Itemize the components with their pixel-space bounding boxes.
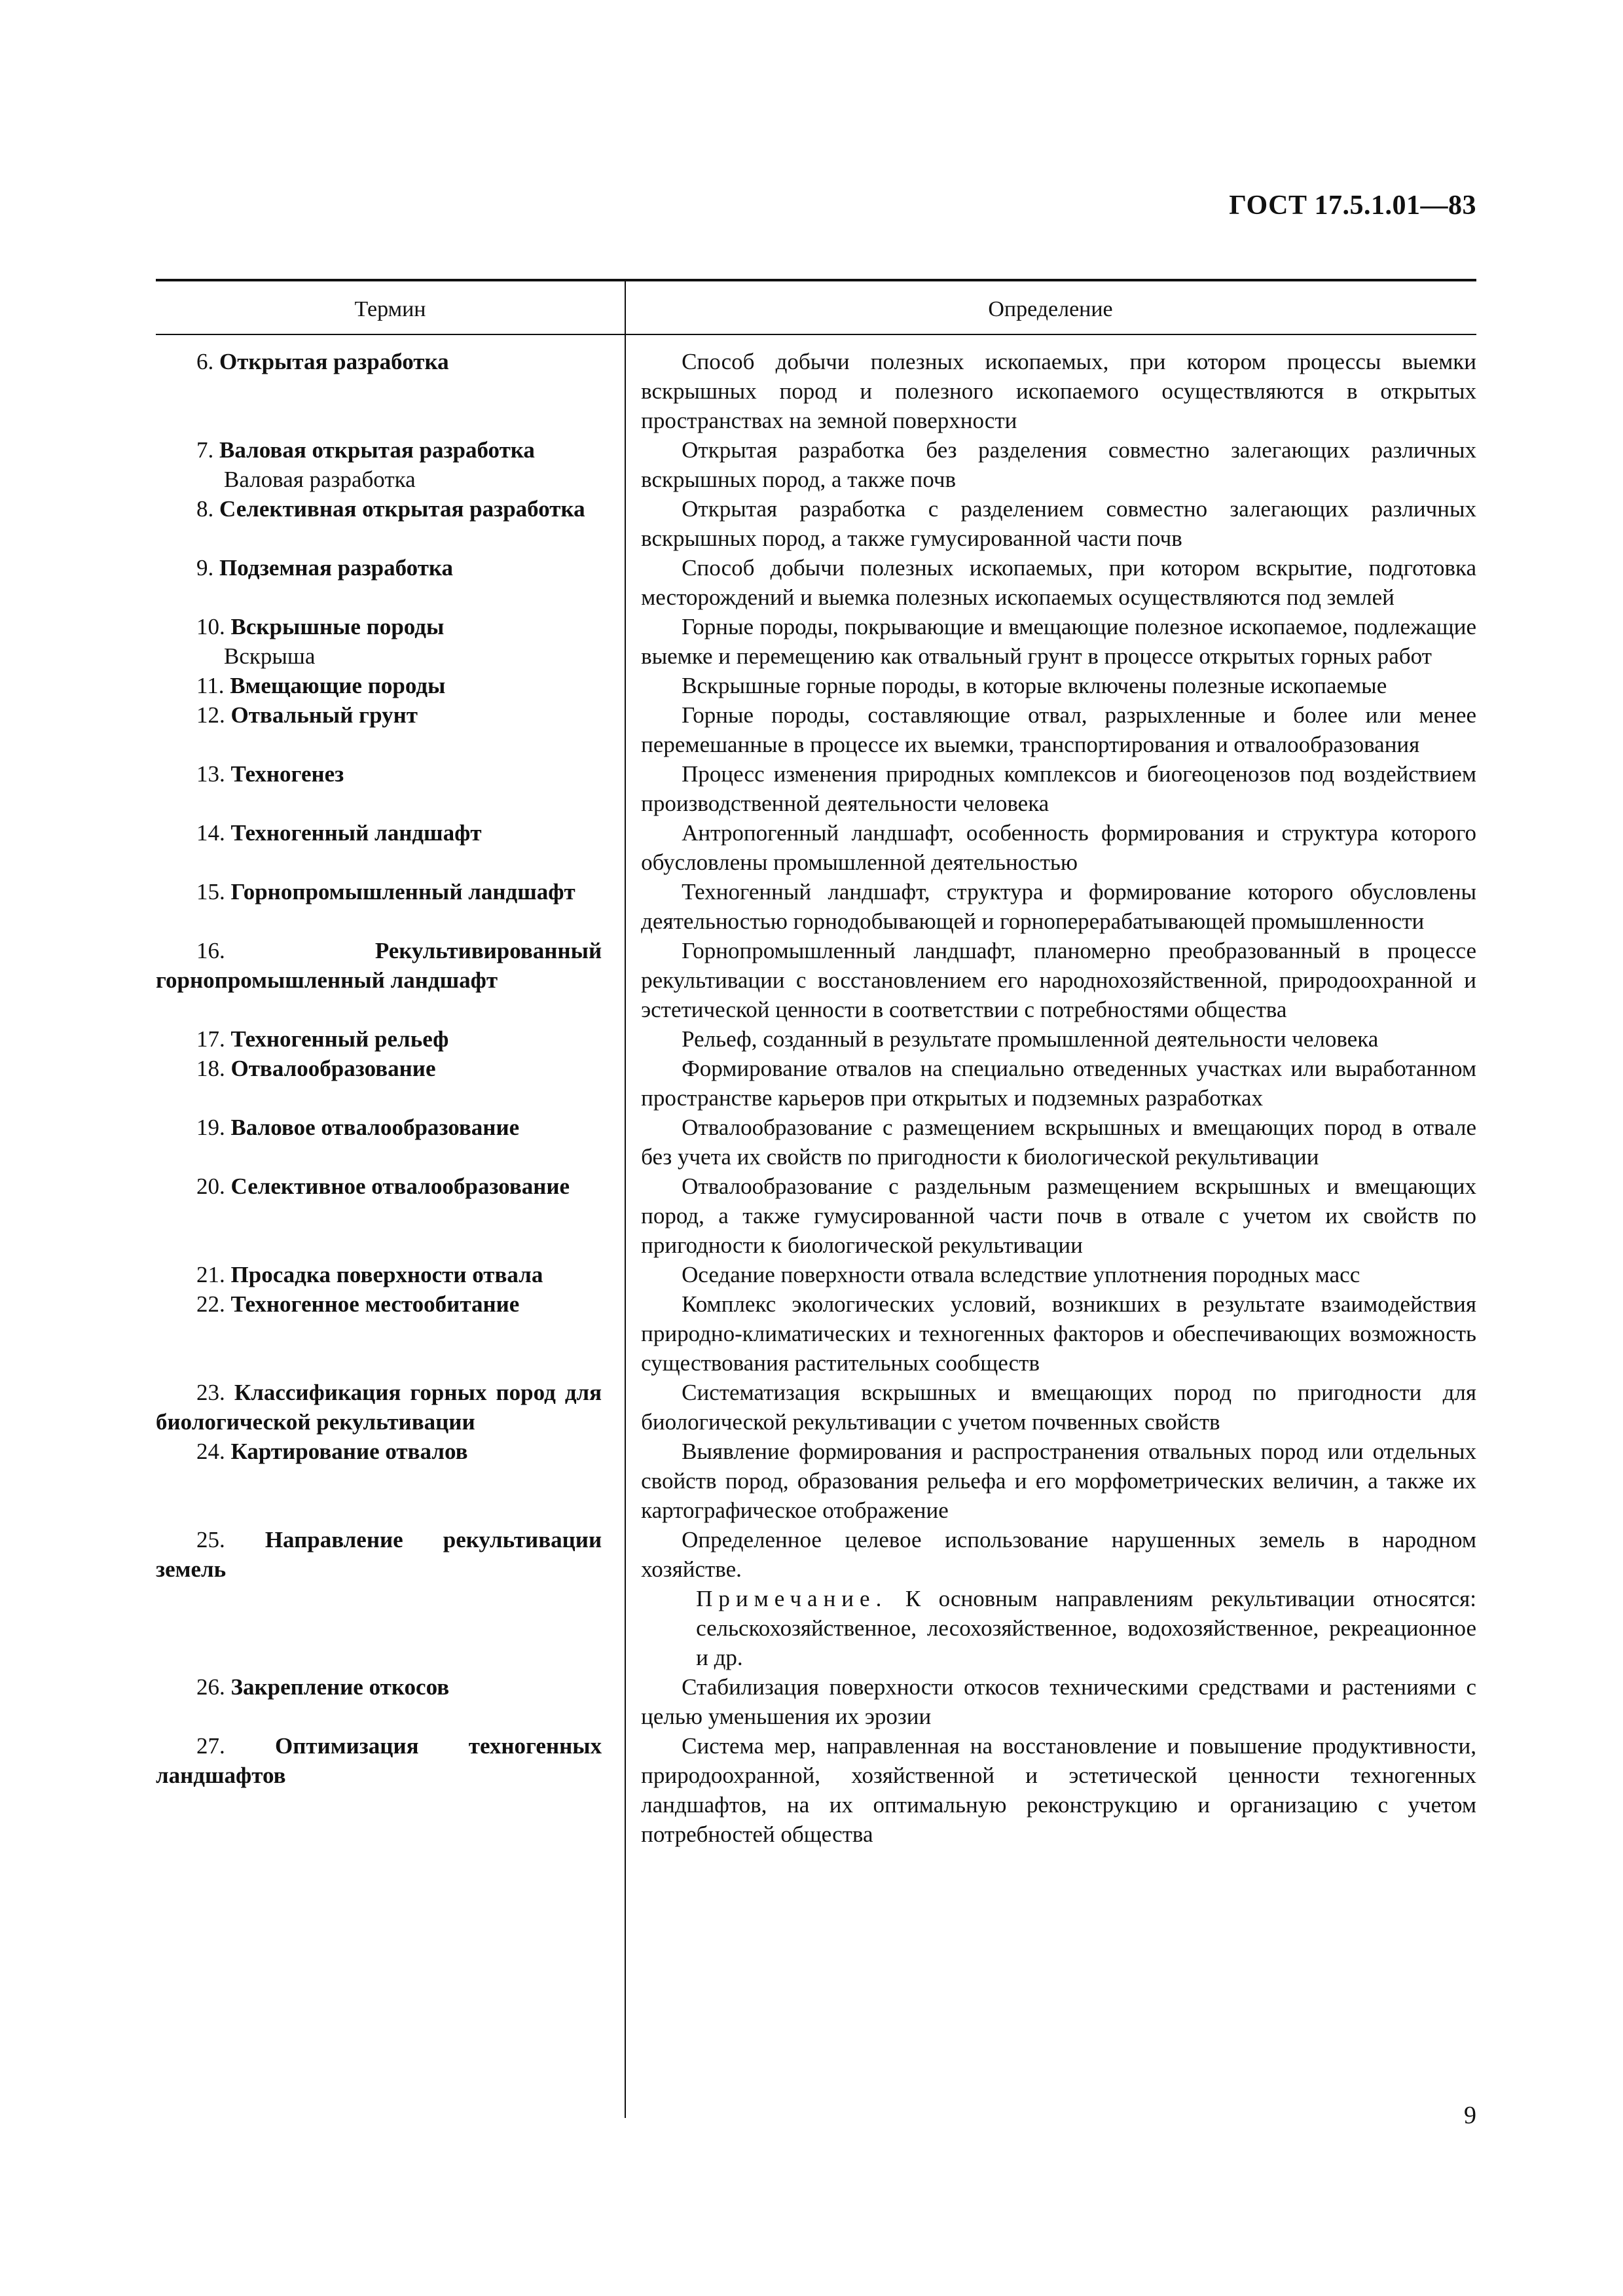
term-number: 18. bbox=[196, 1056, 225, 1081]
term-cell bbox=[156, 1672, 621, 1702]
table-row bbox=[156, 700, 1476, 759]
table-row bbox=[156, 671, 1476, 700]
term-number: 9. bbox=[196, 555, 214, 581]
term-cell bbox=[156, 759, 621, 789]
term-cell bbox=[156, 1260, 621, 1289]
table-row bbox=[156, 877, 1476, 936]
definition-text: Определенное целевое использование нарушенных земель в народном хозяйстве. bbox=[641, 1527, 1476, 1582]
table-row bbox=[156, 759, 1476, 818]
term-name: Валовое отвалообразование bbox=[230, 1115, 520, 1140]
term-number: 13. bbox=[196, 761, 225, 787]
page-number: 9 bbox=[1464, 2102, 1476, 2129]
term-name: Направление рекультивации земель bbox=[156, 1527, 602, 1582]
definition-cell: Открытая разработка без разделения совместно залегающих различных вскрышных пород, а также почв bbox=[641, 437, 1476, 492]
term-name: Открытая разработка bbox=[219, 349, 449, 374]
definition-cell: Систематизация вскрышных и вмещающих пород по пригодности для биологической рекультивации с учетом почвенных свойств bbox=[641, 1380, 1476, 1435]
table-row bbox=[156, 818, 1476, 877]
term-number: 22. bbox=[196, 1291, 225, 1317]
term-cell bbox=[156, 1437, 621, 1466]
term-cell bbox=[156, 553, 621, 583]
term-cell bbox=[156, 818, 621, 848]
definition-cell: Открытая разработка с разделением совместно залегающих различных вскрышных пород, а также гумусированной части почв bbox=[641, 496, 1476, 551]
term-cell bbox=[156, 671, 621, 700]
definition-cell: Комплекс экологических условий, возникших в результате взаимодействия природно-климатических и техногенных факторов и обеспечивающих возможность существования растительных сообществ bbox=[641, 1291, 1476, 1376]
term-cell bbox=[156, 1054, 621, 1083]
table-row bbox=[156, 612, 1476, 671]
term-name: Оптимизация техногенных ландшафтов bbox=[156, 1733, 602, 1788]
definition-cell: Отвалообразование с раздельным размещением вскрышных и вмещающих пород, а также гумусированной части почв в отвале с учетом их свойств по пригодности к биологической рекультивации bbox=[641, 1174, 1476, 1258]
table-row bbox=[156, 553, 1476, 612]
table-row bbox=[156, 347, 1476, 435]
definition-cell: Горные породы, составляющие отвал, разрыхленные и более или менее перемешанные в процессе их выемки, транспортирования и отвалообразования bbox=[641, 702, 1476, 757]
term-number: 17. bbox=[196, 1026, 225, 1052]
term-number: 8. bbox=[196, 496, 214, 522]
term-cell bbox=[156, 877, 621, 906]
definition-cell: Горнопромышленный ландшафт, планомерно преобразованный в процессе рекультивации с восстановлением его народнохозяйственной, природоохранной и эстетической ценности в соответствии с потребностями общества bbox=[641, 938, 1476, 1022]
term-name: Вскрышные породы bbox=[230, 614, 445, 639]
definition-cell: Оседание поверхности отвала вследствие уплотнения породных масс bbox=[682, 1262, 1360, 1287]
table-row bbox=[156, 1731, 1476, 1849]
table-row bbox=[156, 1172, 1476, 1260]
term-cell bbox=[156, 1378, 621, 1437]
term-name: Техногенное местообитание bbox=[230, 1291, 520, 1317]
table-header bbox=[156, 279, 1476, 335]
table-row bbox=[156, 1260, 1476, 1289]
note-label: Примечание. bbox=[696, 1586, 888, 1611]
term-number: 7. bbox=[196, 437, 214, 463]
term-number: 15. bbox=[196, 879, 225, 905]
term-synonym: Вскрыша bbox=[224, 643, 316, 669]
table-row bbox=[156, 1024, 1476, 1054]
term-number: 24. bbox=[196, 1439, 225, 1464]
column-header-term: Термин bbox=[354, 297, 426, 321]
term-name: Техногенный рельеф bbox=[230, 1026, 449, 1052]
definition-cell: Формирование отвалов на специально отведенных участках или выработанном пространстве карьеров при открытых и подземных разработках bbox=[641, 1056, 1476, 1111]
term-number: 6. bbox=[196, 349, 214, 374]
definition-cell: Антропогенный ландшафт, особенность формирования и структура которого обусловлены промышленной деятельностью bbox=[641, 820, 1476, 875]
definition-cell: Отвалообразование с размещением вскрышных и вмещающих пород в отвале без учета их свойств по пригодности к биологической рекультивации bbox=[641, 1115, 1476, 1170]
term-name: Классификация горных пород для биологической рекультивации bbox=[156, 1380, 602, 1435]
term-name: Техногенез bbox=[230, 761, 344, 787]
column-header-definition: Определение bbox=[988, 297, 1113, 321]
term-name: Картирование отвалов bbox=[230, 1439, 468, 1464]
term-number: 27. bbox=[196, 1733, 225, 1759]
term-name: Просадка поверхности отвала bbox=[230, 1262, 543, 1287]
term-cell bbox=[156, 1172, 621, 1201]
term-cell bbox=[156, 1113, 621, 1142]
term-number: 11. bbox=[196, 673, 225, 698]
note bbox=[641, 1584, 1476, 1672]
definition-cell: Горные породы, покрывающие и вмещающие полезное ископаемое, подлежащие выемке и перемещению как отвальный грунт в процессе открытых горных работ bbox=[641, 614, 1476, 669]
term-number: 23. bbox=[196, 1380, 225, 1405]
term-name: Подземная разработка bbox=[219, 555, 454, 581]
table-row bbox=[156, 936, 1476, 1024]
definition-cell: Система мер, направленная на восстановление и повышение продуктивности, природоохранной, хозяйственной и эстетической ценности техногенных ландшафтов, на их оптимальную реконструкцию и организацию с учетом потребностей общества bbox=[641, 1733, 1476, 1847]
table-row bbox=[156, 1113, 1476, 1172]
table-row bbox=[156, 1525, 1476, 1672]
definition-cell: Стабилизация поверхности откосов техническими средствами и растениями с целью уменьшения их эрозии bbox=[641, 1674, 1476, 1729]
term-name: Отвальный грунт bbox=[230, 702, 418, 728]
definition-cell: Способ добычи полезных ископаемых, при котором процессы выемки вскрышных пород и полезного ископаемого осуществляются в открытых пространствах на земной поверхности bbox=[641, 349, 1476, 433]
term-cell bbox=[156, 936, 621, 995]
term-name: Селективное отвалообразование bbox=[230, 1174, 570, 1199]
note-text: К основным направлениям рекультивации относятся: сельскохозяйственное, лесохозяйственное, водохозяйственное, рекреационное и др. bbox=[696, 1586, 1477, 1670]
term-name: Валовая открытая разработка bbox=[219, 437, 535, 463]
term-cell bbox=[156, 1289, 621, 1319]
definition-cell: Выявление формирования и распространения отвальных пород или отдельных свойств пород, образования рельефа и его морфометрических величин, а также их картографическое отображение bbox=[641, 1439, 1476, 1523]
term-cell bbox=[156, 1024, 621, 1054]
table-row bbox=[156, 1378, 1476, 1437]
definition-cell: Рельеф, созданный в результате промышленной деятельности человека bbox=[682, 1026, 1379, 1052]
term-cell bbox=[156, 494, 621, 524]
definition-cell bbox=[641, 1525, 1476, 1672]
document-id: ГОСТ 17.5.1.01—83 bbox=[1229, 190, 1476, 221]
definition-cell: Техногенный ландшафт, структура и формирование которого обусловлены деятельностью горнодобывающей и горноперерабатывающей промышленности bbox=[641, 879, 1476, 934]
term-name: Вмещающие породы bbox=[230, 673, 446, 698]
term-number: 16. bbox=[196, 938, 225, 963]
terms-table-body bbox=[156, 347, 1476, 1849]
term-number: 12. bbox=[196, 702, 225, 728]
table-row bbox=[156, 1054, 1476, 1113]
term-name: Селективная открытая разработка bbox=[219, 496, 585, 522]
term-number: 21. bbox=[196, 1262, 225, 1287]
term-number: 25. bbox=[196, 1527, 225, 1552]
term-cell bbox=[156, 1525, 621, 1584]
term-number: 20. bbox=[196, 1174, 225, 1199]
term-cell bbox=[156, 435, 621, 494]
term-cell bbox=[156, 347, 621, 376]
term-name: Закрепление откосов bbox=[230, 1674, 450, 1700]
term-name: Горнопромышленный ландшафт bbox=[230, 879, 575, 905]
table-row bbox=[156, 1672, 1476, 1731]
table-row bbox=[156, 435, 1476, 494]
term-name: Техногенный ландшафт bbox=[230, 820, 482, 846]
term-cell bbox=[156, 700, 621, 730]
term-cell bbox=[156, 612, 621, 671]
term-number: 14. bbox=[196, 820, 225, 846]
term-name: Отвалообразование bbox=[230, 1056, 436, 1081]
table-row bbox=[156, 494, 1476, 553]
table-row bbox=[156, 1289, 1476, 1378]
term-number: 10. bbox=[196, 614, 225, 639]
term-number: 19. bbox=[196, 1115, 225, 1140]
term-synonym: Валовая разработка bbox=[224, 467, 416, 492]
definition-cell: Способ добычи полезных ископаемых, при котором вскрытие, подготовка месторождений и выемка полезных ископаемых осуществляются под землей bbox=[641, 555, 1476, 610]
term-cell bbox=[156, 1731, 621, 1790]
table-row bbox=[156, 1437, 1476, 1525]
definition-cell: Вскрышные горные породы, в которые включены полезные ископаемые bbox=[682, 673, 1387, 698]
term-number: 26. bbox=[196, 1674, 225, 1700]
definition-cell: Процесс изменения природных комплексов и биогеоценозов под воздействием производственной деятельности человека bbox=[641, 761, 1476, 816]
term-name: Рекультивированный горнопромышленный ландшафт bbox=[156, 938, 602, 993]
